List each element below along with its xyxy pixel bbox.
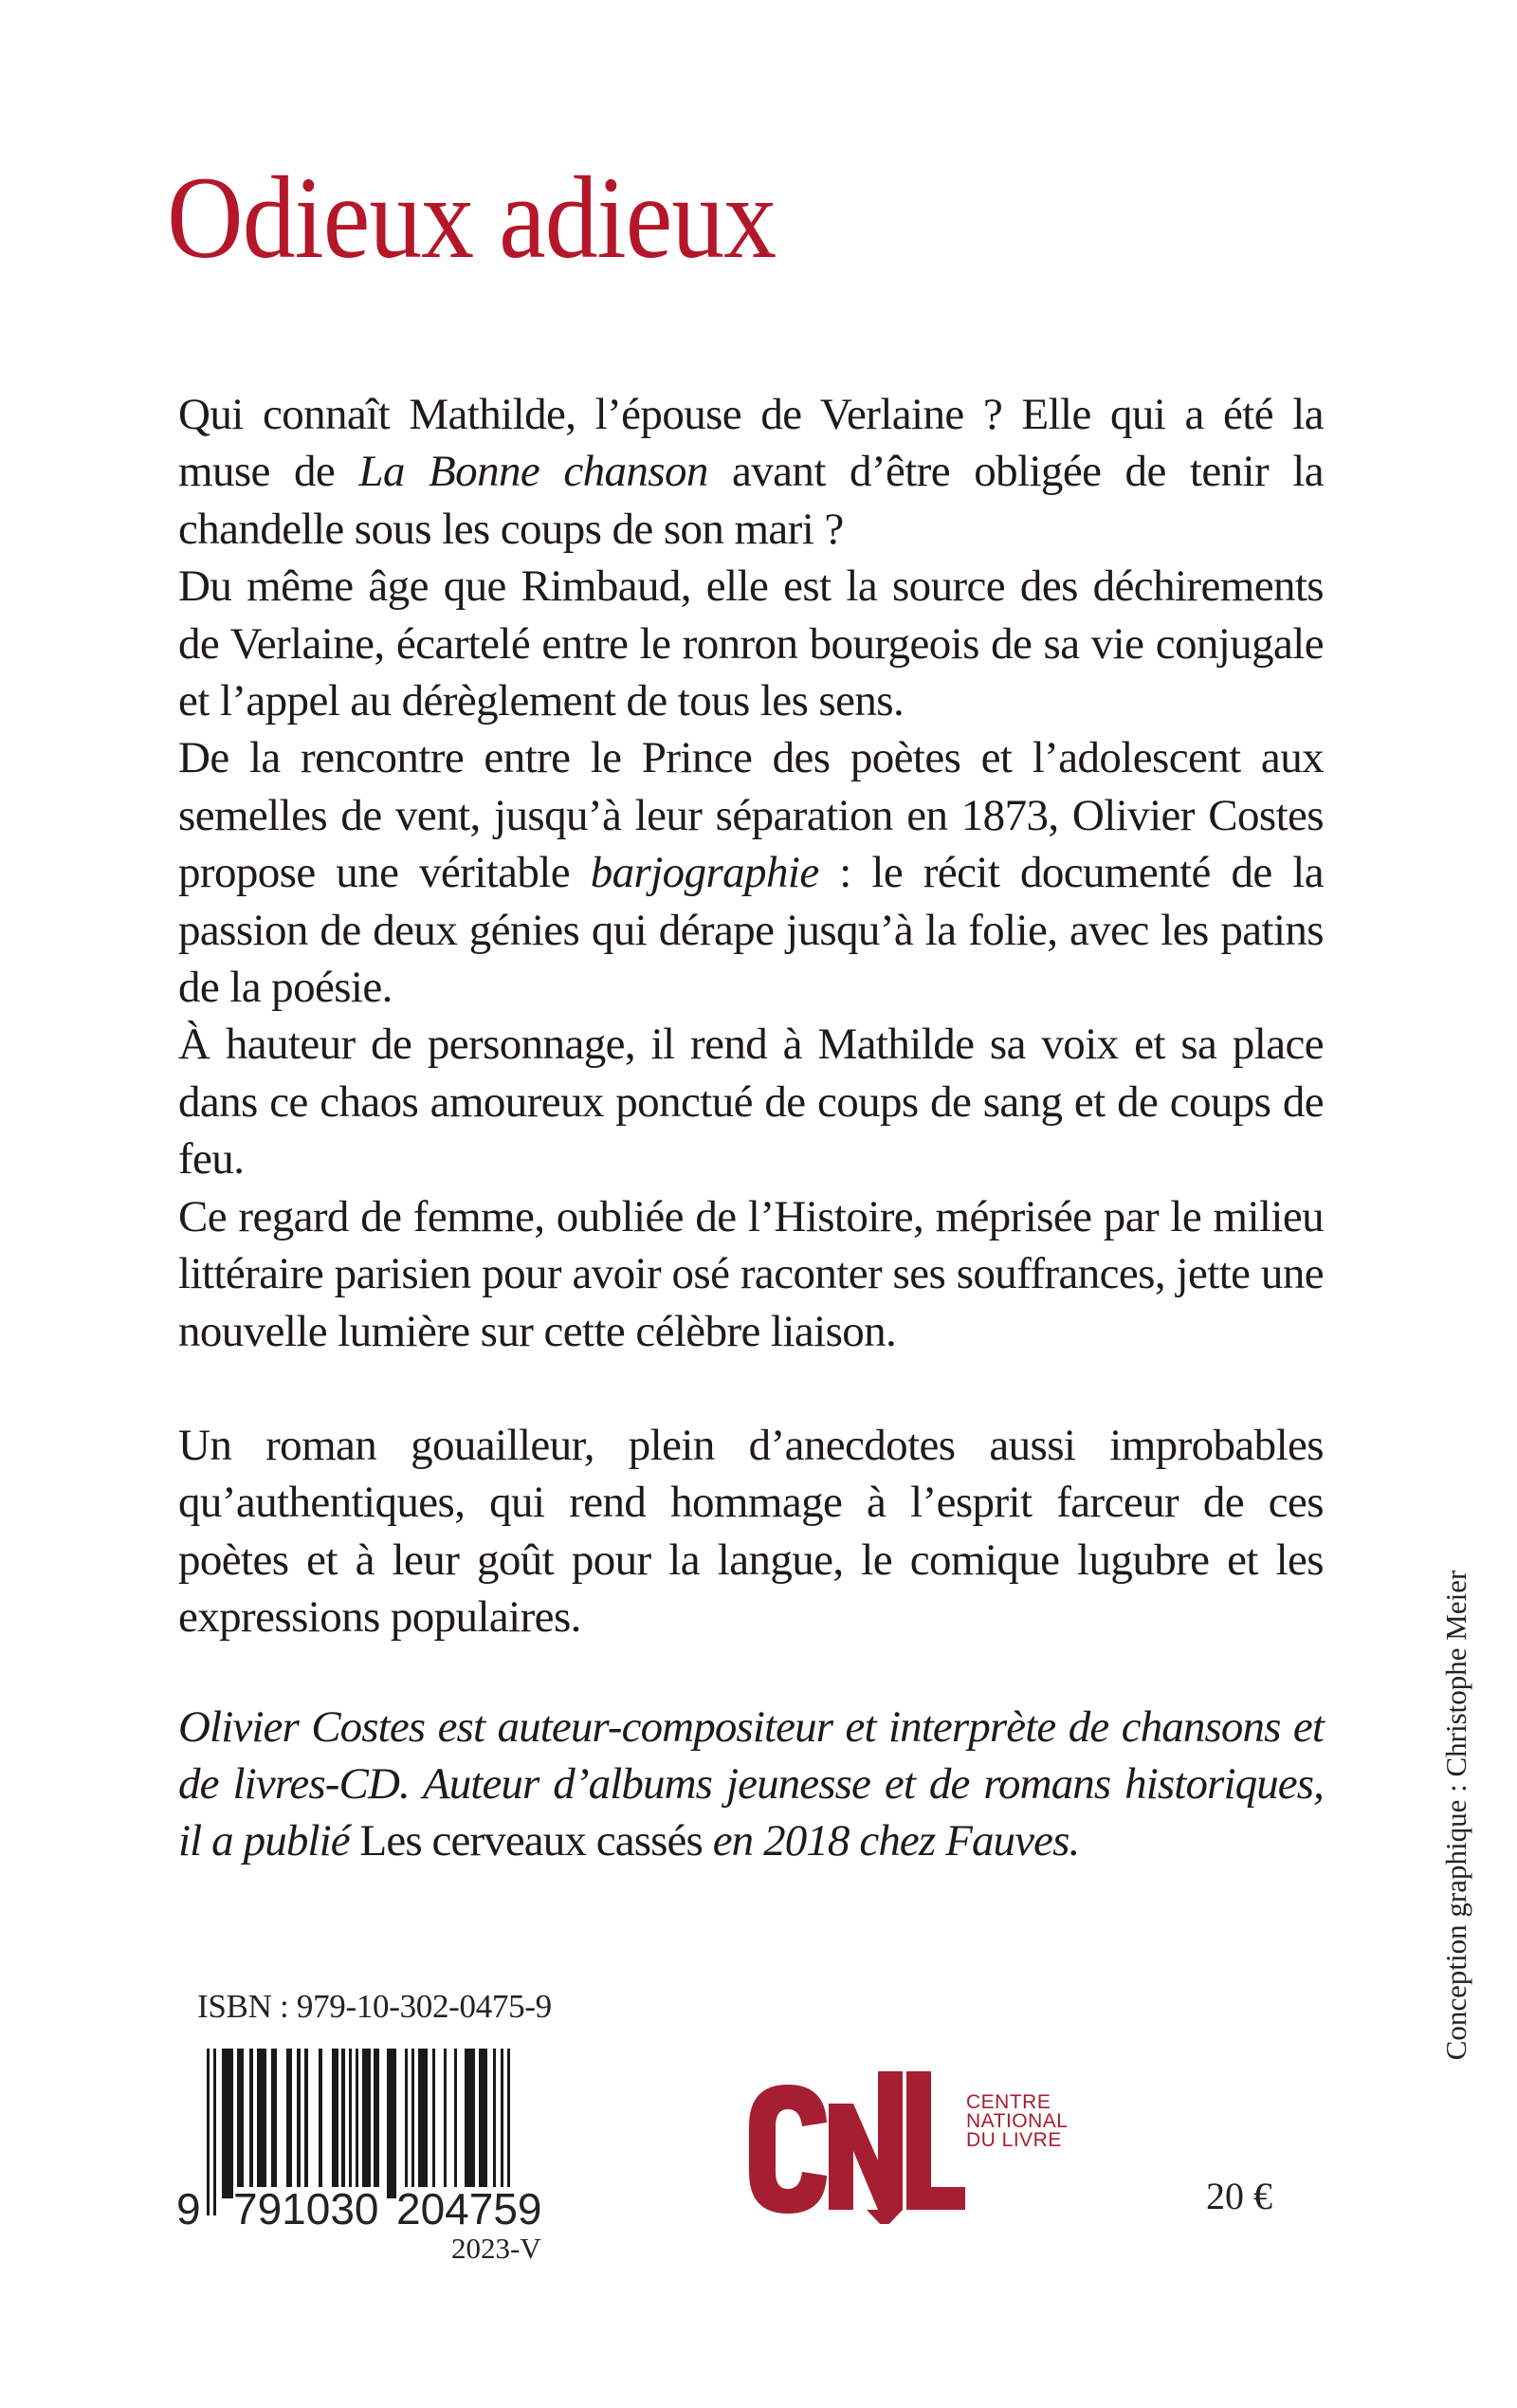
blurb-paragraph-3 xyxy=(178,729,1324,1016)
design-credit: Conception graphique : Christophe Meier xyxy=(1439,1570,1472,2061)
barcode-digits-left: 791030 xyxy=(233,2184,379,2233)
work-title-italic: La Bonne chanson xyxy=(358,447,708,497)
isbn-label: ISBN : 979-10-302-0475-9 xyxy=(197,1988,552,2025)
blurb-text: Qui connaît Mathilde, l’épouse de Verlaine ? Elle qui a été la muse de xyxy=(178,390,1324,497)
barcode-digits-right: 204759 xyxy=(396,2184,542,2233)
blurb-paragraph-4: À hauteur de personnage, il rend à Mathilde sa voix et sa place dans ce chaos amoureux ponctué de coups de sang et de coups de feu. xyxy=(178,1020,1324,1185)
blurb-text: avant d’être obligée de tenir la chandelle sous les coups de son mari ? xyxy=(178,447,1324,554)
blurb-text: De la rencontre entre le Prince des poètes et l’adolescent aux semelles de vent, jusqu’à leur séparation en 1873, Olivier Costes propose une véritable xyxy=(178,733,1324,898)
bio-text: Olivier Costes est auteur-compositeur et interprète de chansons et de livres-CD. Auteur d’albums jeunesse et de romans historiques, il a publié xyxy=(178,1701,1324,1866)
cnl-line-1: CENTRE xyxy=(966,2091,1051,2113)
paragraph-spacer xyxy=(178,1360,1324,1417)
blurb-paragraph-5: Ce regard de femme, oubliée de l’Histoire, méprisée par le milieu littéraire parisien pour avoir osé raconter ses souffrances, jette une nouvelle lumière sur cette célèbre liaison. xyxy=(178,1191,1324,1356)
blurb-text: : le récit documenté de la passion de deux génies qui dérape jusqu’à la folie, avec les patins de la poésie. xyxy=(178,848,1325,1013)
term-italic: barjographie xyxy=(590,848,819,898)
edition-code: 2023-V xyxy=(451,2232,541,2265)
price: 20 € xyxy=(1206,2175,1272,2217)
blurb-paragraph-2: Du même âge que Rimbaud, elle est la source des déchirements de Verlaine, écartelé entre le ronron bourgeois de sa vie conjugale et l’appel au dérèglement de tous les sens. xyxy=(178,561,1324,726)
cnl-line-3: DU LIVRE xyxy=(966,2129,1062,2151)
barcode-first-digit: 9 xyxy=(176,2184,201,2233)
author-bio xyxy=(178,1699,1324,1870)
bio-text: en 2018 chez Fauves. xyxy=(702,1816,1080,1866)
bio-book-title: Les cerveaux cassés xyxy=(359,1816,703,1866)
blurb-paragraph-6: Un roman gouailleur, plein d’anecdotes aussi improbables qu’authentiques, qui rend hommage à l’esprit farceur de ces poètes et à leur goût pour la langue, le comique lugubre et les expressions populaires. xyxy=(178,1420,1324,1643)
blurb-paragraph-1 xyxy=(178,386,1324,558)
paragraph-spacer xyxy=(178,1646,1324,1699)
back-cover-blurb xyxy=(178,386,1324,1870)
cnl-logo-text xyxy=(966,2093,1068,2150)
cnl-line-2: NATIONAL xyxy=(966,2110,1069,2132)
book-title: Odieux adieux xyxy=(167,153,777,283)
